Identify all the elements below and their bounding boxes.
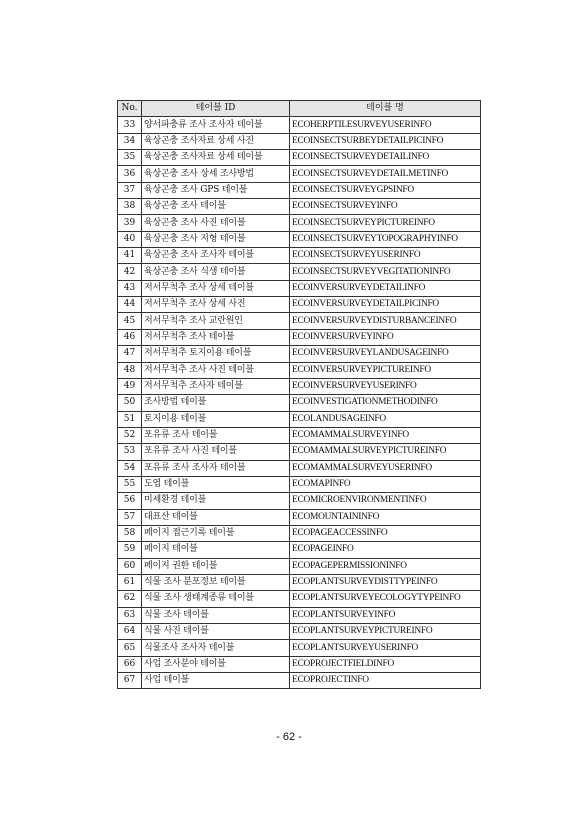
row-number: 41 (118, 248, 142, 264)
row-table-id: 사업 테이블 (142, 673, 290, 689)
row-table-id: 저서무척추 조사 테이블 (142, 329, 290, 345)
row-number: 58 (118, 525, 142, 541)
row-table-id: 포유류 조사 테이블 (142, 427, 290, 443)
row-number: 51 (118, 411, 142, 427)
row-number: 39 (118, 215, 142, 231)
row-table-name: ECOPROJECTINFO (290, 673, 481, 689)
table-row (118, 362, 481, 378)
row-table-name: ECOINSECTSURVEYINFO (290, 199, 481, 215)
row-number: 35 (118, 150, 142, 166)
table-row (118, 411, 481, 427)
row-table-id: 저서무척추 조사 사진 테이블 (142, 362, 290, 378)
header-table-name: 테이블 명 (290, 101, 481, 117)
table-row (118, 395, 481, 411)
row-table-id: 페이지 접근기록 테이블 (142, 525, 290, 541)
row-table-name: ECOMAPINFO (290, 476, 481, 492)
row-number: 56 (118, 493, 142, 509)
row-table-name: ECOINSECTSURVEYTOPOGRAPHYINFO (290, 231, 481, 247)
row-number: 52 (118, 427, 142, 443)
table-row (118, 182, 481, 198)
row-table-id: 육상곤충 조사 상세 조사방법 (142, 166, 290, 182)
table-row (118, 248, 481, 264)
row-table-name: ECOLANDUSAGEINFO (290, 411, 481, 427)
row-number: 37 (118, 182, 142, 198)
row-table-id: 조사방법 테이블 (142, 395, 290, 411)
row-table-id: 대표산 테이블 (142, 509, 290, 525)
row-table-id: 도엽 테이블 (142, 476, 290, 492)
row-table-id: 육상곤충 조사 지형 테이블 (142, 231, 290, 247)
row-table-id: 식물 사진 테이블 (142, 624, 290, 640)
table-row (118, 460, 481, 476)
row-table-name: ECOINSECTSURVEYGPSINFO (290, 182, 481, 198)
row-table-name: ECOPROJECTFIELDINFO (290, 656, 481, 672)
row-number: 38 (118, 199, 142, 215)
row-table-id: 육상곤충 조사자료 상세 테이블 (142, 150, 290, 166)
row-table-id: 육상곤충 조사 테이블 (142, 199, 290, 215)
row-number: 33 (118, 117, 142, 133)
row-number: 64 (118, 624, 142, 640)
row-number: 59 (118, 542, 142, 558)
row-number: 66 (118, 656, 142, 672)
data-table (117, 100, 481, 689)
row-table-id: 저서무척추 조사 상세 사진 (142, 297, 290, 313)
row-table-id: 페이지 테이블 (142, 542, 290, 558)
table-row (118, 166, 481, 182)
table-row (118, 509, 481, 525)
row-table-name: ECOINVERSURVEYLANDUSAGEINFO (290, 346, 481, 362)
row-table-name: ECOMOUNTAININFO (290, 509, 481, 525)
table-row (118, 558, 481, 574)
row-table-name: ECOPAGEINFO (290, 542, 481, 558)
table-row (118, 297, 481, 313)
row-table-id: 토지이용 테이블 (142, 411, 290, 427)
page-number: - 62 - (276, 731, 302, 743)
row-table-id: 포유류 조사 조사자 테이블 (142, 460, 290, 476)
table-row (118, 607, 481, 623)
row-table-name: ECOPLANTSURVEYINFO (290, 607, 481, 623)
table-row (118, 346, 481, 362)
table-row (118, 640, 481, 656)
row-number: 34 (118, 133, 142, 149)
table-row (118, 476, 481, 492)
row-number: 45 (118, 313, 142, 329)
row-number: 50 (118, 395, 142, 411)
table-row (118, 378, 481, 394)
row-table-id: 육상곤충 조사 식생 테이블 (142, 264, 290, 280)
table-row (118, 150, 481, 166)
row-number: 44 (118, 297, 142, 313)
row-table-name: ECOHERPTILESURVEYUSERINFO (290, 117, 481, 133)
table-row (118, 215, 481, 231)
row-table-name: ECOINVERSURVEYDETAILPICINFO (290, 297, 481, 313)
table-row (118, 673, 481, 689)
table-row (118, 329, 481, 345)
row-number: 55 (118, 476, 142, 492)
table-row (118, 444, 481, 460)
row-table-id: 저서무척추 토지이용 테이블 (142, 346, 290, 362)
row-table-id: 육상곤충 조사자료 상세 사진 (142, 133, 290, 149)
row-table-id: 포유류 조사 사진 테이블 (142, 444, 290, 460)
row-number: 46 (118, 329, 142, 345)
row-number: 49 (118, 378, 142, 394)
row-table-name: ECOINVERSURVEYDETAILINFO (290, 280, 481, 296)
row-table-id: 저서무척추 조사 상세 테이블 (142, 280, 290, 296)
row-table-id: 육상곤충 조사 사진 테이블 (142, 215, 290, 231)
row-number: 54 (118, 460, 142, 476)
row-number: 48 (118, 362, 142, 378)
row-number: 67 (118, 673, 142, 689)
table-row (118, 264, 481, 280)
table-row (118, 656, 481, 672)
row-number: 57 (118, 509, 142, 525)
row-table-name: ECOPLANTSURVEYUSERINFO (290, 640, 481, 656)
row-table-id: 육상곤충 조사 GPS 테이블 (142, 182, 290, 198)
row-table-id: 식물 조사 생태계종류 테이블 (142, 591, 290, 607)
table-list (117, 100, 480, 689)
table-header-row (118, 101, 481, 117)
row-number: 47 (118, 346, 142, 362)
table-row (118, 624, 481, 640)
header-table-id: 테이블 ID (142, 101, 290, 117)
row-number: 36 (118, 166, 142, 182)
row-number: 60 (118, 558, 142, 574)
row-number: 61 (118, 574, 142, 590)
row-table-name: ECOINSECTSURVEYPICTUREINFO (290, 215, 481, 231)
row-table-id: 페이지 권한 테이블 (142, 558, 290, 574)
row-table-name: ECOMAMMALSURVEYPICTUREINFO (290, 444, 481, 460)
table-row (118, 313, 481, 329)
table-row (118, 133, 481, 149)
row-table-id: 저서무척추 조사 교란원인 (142, 313, 290, 329)
row-table-name: ECOPLANTSURVEYPICTUREINFO (290, 624, 481, 640)
table-row (118, 117, 481, 133)
table-row (118, 231, 481, 247)
row-table-id: 저서무척추 조사자 테이블 (142, 378, 290, 394)
row-number: 63 (118, 607, 142, 623)
table-row (118, 427, 481, 443)
table-body (118, 117, 481, 689)
row-table-name: ECOINVERSURVEYPICTUREINFO (290, 362, 481, 378)
row-table-id: 양서파충류 조사 조사자 테이블 (142, 117, 290, 133)
row-table-name: ECOMAMMALSURVEYINFO (290, 427, 481, 443)
row-table-name: ECOINSECTSURVEYUSERINFO (290, 248, 481, 264)
row-number: 65 (118, 640, 142, 656)
row-number: 42 (118, 264, 142, 280)
row-table-id: 식물조사 조사자 테이블 (142, 640, 290, 656)
row-table-name: ECOINVESTIGATIONMETHODINFO (290, 395, 481, 411)
row-number: 53 (118, 444, 142, 460)
row-table-id: 식물 조사 테이블 (142, 607, 290, 623)
row-number: 43 (118, 280, 142, 296)
row-table-name: ECOPLANTSURVEYDISTTYPEINFO (290, 574, 481, 590)
row-number: 62 (118, 591, 142, 607)
row-table-name: ECOPAGEPERMISSIONINFO (290, 558, 481, 574)
table-row (118, 493, 481, 509)
row-table-name: ECOINSECTSURBEYDETAILPICINFO (290, 133, 481, 149)
row-table-name: ECOMICROENVIRONMENTINFO (290, 493, 481, 509)
row-table-id: 식물 조사 분포정보 테이블 (142, 574, 290, 590)
row-table-id: 육상곤충 조사 조사자 테이블 (142, 248, 290, 264)
row-table-name: ECOINSECTSURVEYVEGITATIONINFO (290, 264, 481, 280)
row-table-id: 미세환경 테이블 (142, 493, 290, 509)
row-table-name: ECOINSECTSURVEYDETAILMETINFO (290, 166, 481, 182)
row-table-name: ECOINVERSURVEYINFO (290, 329, 481, 345)
table-row (118, 280, 481, 296)
row-table-name: ECOINVERSURVEYDISTURBANCEINFO (290, 313, 481, 329)
row-table-name: ECOINVERSURVEYUSERINFO (290, 378, 481, 394)
table-row (118, 574, 481, 590)
row-table-name: ECOPAGEACCESSINFO (290, 525, 481, 541)
header-no: No. (118, 101, 142, 117)
row-table-name: ECOMAMMALSURVEYUSERINFO (290, 460, 481, 476)
row-table-name: ECOPLANTSURVEYECOLOGYTYPEINFO (290, 591, 481, 607)
table-row (118, 591, 481, 607)
table-row (118, 525, 481, 541)
row-table-name: ECOINSECTSURVEYDETAILINFO (290, 150, 481, 166)
table-row (118, 199, 481, 215)
row-number: 40 (118, 231, 142, 247)
table-row (118, 542, 481, 558)
row-table-id: 사업 조사분야 테이블 (142, 656, 290, 672)
